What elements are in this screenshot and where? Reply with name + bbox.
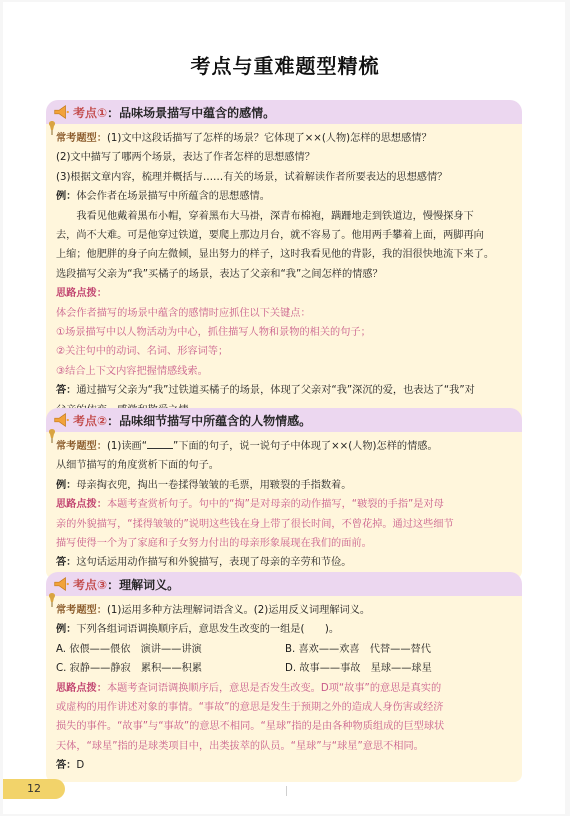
option-row	[56, 659, 514, 678]
passage-line: 我看见他戴着黑布小帽，穿着黑布大马褂，深青布棉袍，蹒跚地走到铁道边，慢慢探身下	[76, 210, 474, 222]
section-3-kd: 考点③	[73, 577, 108, 592]
text-line: (1)读画“	[106, 441, 148, 452]
label-example: 例：	[56, 479, 77, 491]
section-1-body	[46, 124, 522, 426]
text-line: 通过描写父亲为“我”过铁道买橘子的场景，体现了父亲对“我”深沉的爱，也表达了“我”对	[76, 385, 475, 397]
section-3	[46, 572, 522, 782]
section-2-header	[46, 408, 522, 432]
hint-line: 本题考查赏析句子。句中的“掏”是对母亲的动作描写，“皲裂的手指”是对母	[106, 499, 444, 511]
page-number: 12	[3, 779, 65, 799]
label-question-type: 常考题型：	[56, 441, 107, 452]
pin-icon	[44, 428, 60, 444]
text-line: 体会作者在场景描写中所蕴含的思想感情。	[76, 191, 270, 203]
text-line: 下列各组词语调换顺序后，意思发生改变的一组是( )。	[76, 624, 340, 636]
hint-line: ②关注句中的动词、名词、形容词等；	[56, 346, 229, 358]
passage-line: 上缩；他肥胖的身子向左微倾，显出努力的样子，这时我看见他的背影，我的泪很快地流下来了。	[56, 249, 495, 261]
hint-line: 体会作者描写的场景中蕴含的感情时应抓住以下关键点：	[56, 307, 311, 319]
passage-line: 去，尚不大难。可是他穿过铁道，要爬上那边月台，就不容易了。他用两手攀着上面，两脚再向	[56, 230, 484, 242]
label-example: 例：	[56, 191, 77, 203]
hint-line: 天体，“球星”指的是球类项目中，出类拔萃的队员。“星球”与“球星”意思不相同。	[56, 740, 424, 752]
option-b: B. 喜欢——欢喜 代替——替代	[285, 643, 431, 655]
label-answer: 答：	[56, 557, 77, 569]
page-title: 考点与重难题型精梳	[190, 54, 380, 78]
hint-line: 本题考查词语调换顺序后，意思是否发生改变。D项“故事”的意思是真实的	[106, 682, 442, 694]
section-2-kd: 考点②	[73, 413, 108, 428]
pin-icon	[44, 120, 60, 136]
section-2-body	[46, 432, 522, 579]
section-1	[46, 100, 522, 426]
center-mark	[286, 786, 287, 796]
horn-icon	[52, 575, 70, 593]
option-row	[56, 640, 514, 659]
hint-line: ①场景描写中以人物活动为中心，抓住描写人物和景物的相关的句子；	[56, 327, 371, 339]
label-question-type: 常考题型：	[56, 605, 107, 616]
hint-line: 损失的事件。“故事”与“事故”的意思不相同。“星球”指的是由各种物质组成的巨型球状	[56, 721, 445, 733]
hint-line: 描写使得一个为了家庭和子女努力付出的母亲形象展现在我们的面前。	[56, 538, 372, 550]
label-example: 例：	[56, 624, 77, 636]
text-line: (1)运用多种方法理解词语含义。(2)运用反义词理解词义。	[106, 605, 371, 616]
option-a: A. 依偎——偎依 演讲——讲演	[56, 643, 202, 655]
pin-icon	[44, 592, 60, 608]
section-1-kd: 考点①	[73, 105, 108, 120]
text-line: 母亲掏衣兜，掏出一卷揉得皱皱的毛票，用皲裂的手指数着。	[76, 479, 352, 491]
section-3-header	[46, 572, 522, 596]
label-answer: 答：	[56, 760, 77, 772]
section-3-body	[46, 596, 522, 782]
text-line: D	[76, 760, 85, 772]
option-c: C. 寂静——静寂 累积——积累	[56, 663, 203, 675]
horn-icon	[52, 103, 70, 121]
label-hint: 思路点拨：	[56, 682, 107, 694]
section-1-title: ：品味场景描写中蕴含的感情。	[107, 105, 276, 120]
text-line: ”下面的句子，说一说句子中体现了××(人物)怎样的情感。	[173, 441, 438, 452]
text-line: (3)根据文章内容，梳理并概括与……有关的场景，试着解读作者所要表达的思想感情？	[56, 171, 448, 183]
text-line: (2)文中描写了哪两个场景，表达了作者怎样的思想感情？	[56, 152, 315, 164]
label-answer: 答：	[56, 385, 77, 397]
text-line: 这句话运用动作描写和外貌描写，表现了母亲的辛劳和节俭。	[76, 557, 352, 569]
label-hint: 思路点拨：	[56, 499, 107, 511]
section-2	[46, 408, 522, 579]
text-line: 选段描写父亲为“我”买橘子的场景，表达了父亲和“我”之间怎样的情感？	[56, 268, 383, 280]
horn-icon	[52, 411, 70, 429]
hint-line: ③结合上下文内容把握情感线索。	[56, 365, 208, 377]
hint-line: 亲的外貌描写，“揉得皱皱的”说明这些钱在身上带了很长时间，不曾花掉。通过这些细节	[56, 518, 454, 530]
section-2-title: ：品味细节描写中所蕴含的人物情感。	[107, 413, 312, 428]
option-d: D. 故事——事故 星球——球星	[285, 663, 432, 675]
section-3-title: ：理解词义。	[107, 577, 180, 592]
label-question-type: 常考题型：	[56, 133, 107, 144]
text-line: 从细节描写的角度赏析下面的句子。	[56, 460, 219, 472]
section-1-header	[46, 100, 522, 124]
label-hint: 思路点拨：	[56, 288, 107, 300]
hint-line: 或虚构的用作讲述对象的事情。“事故”的意思是发生于预期之外的造成人身伤害或经济	[56, 702, 444, 714]
text-line: (1)文中这段话描写了怎样的场景？它体现了××(人物)怎样的思想感情？	[106, 133, 432, 144]
underline-blank	[147, 438, 173, 449]
